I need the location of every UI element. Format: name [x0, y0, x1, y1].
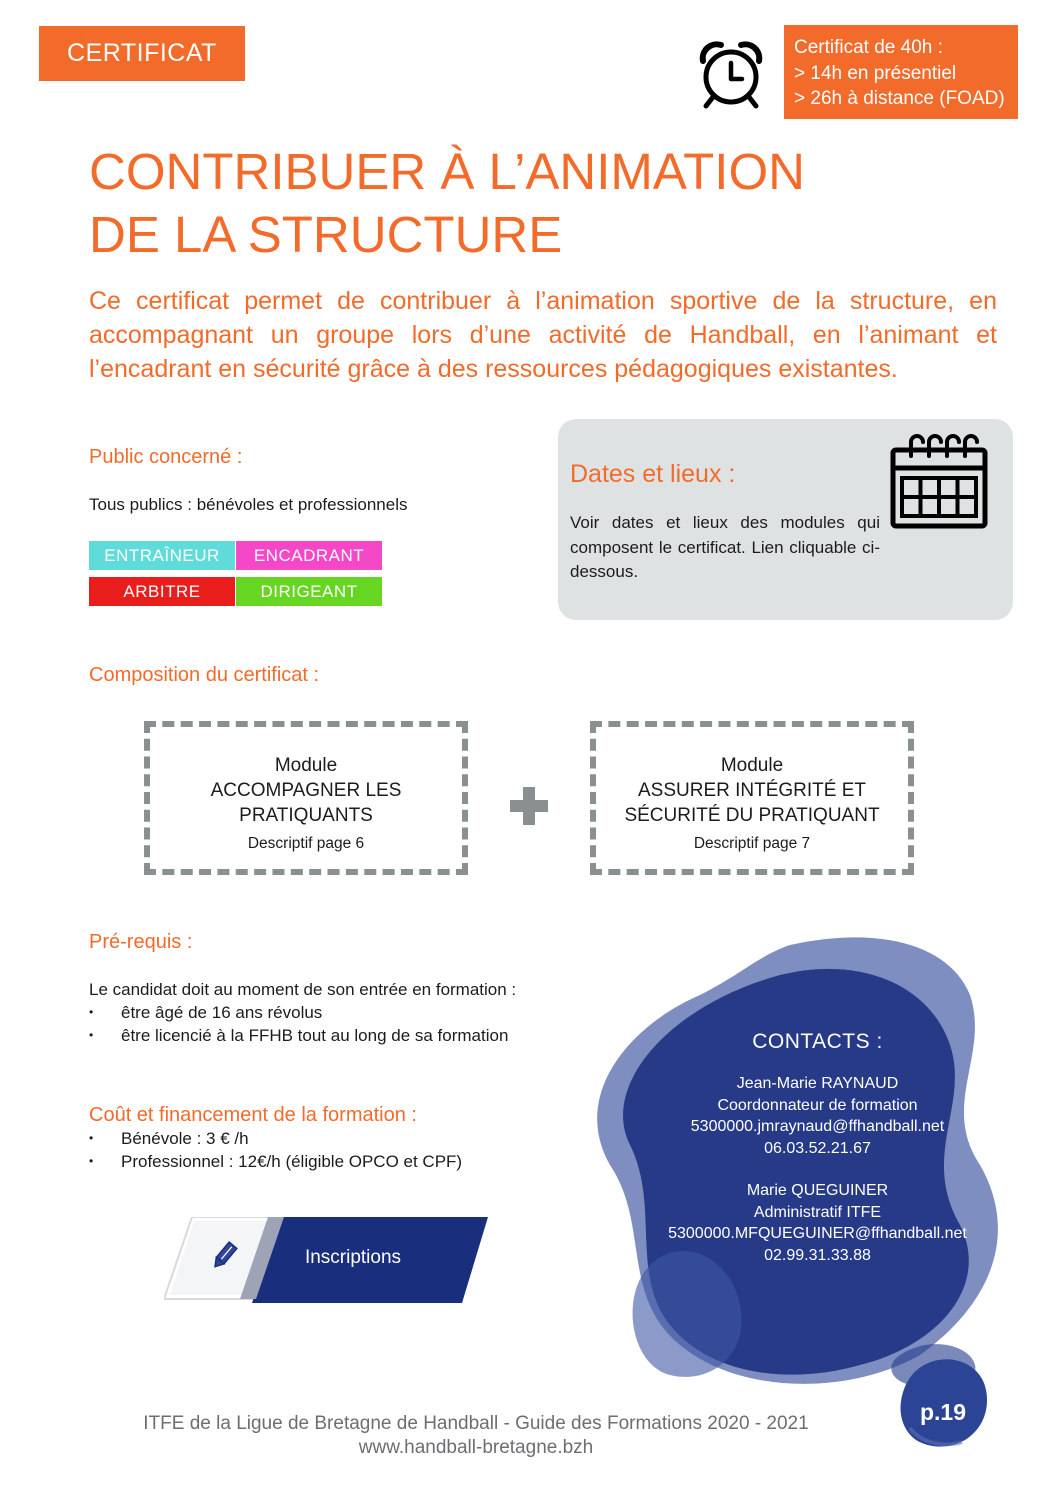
public-heading: Public concerné : [89, 446, 243, 468]
contact-name: Jean-Marie RAYNAUD [736, 1075, 899, 1092]
module-kind: Module [720, 755, 784, 776]
footer [100, 1412, 852, 1460]
module-name-line2: SÉCURITÉ DU PRATIQUANT [624, 805, 880, 826]
list-item: • Bénévole : 3 € /h [89, 1127, 569, 1150]
alarm-clock-icon [697, 39, 765, 109]
page-title-line2: DE LA STRUCTURE [89, 206, 563, 263]
dates-card[interactable] [558, 419, 1013, 620]
prerequis-list [89, 1001, 569, 1047]
module-kind: Module [274, 755, 338, 776]
role-badge-dirigeant: DIRIGEANT [236, 577, 382, 606]
page-number: p.19 [919, 1399, 967, 1425]
inscriptions-label[interactable]: Inscriptions [304, 1247, 402, 1268]
contacts-panel [630, 1027, 1005, 1266]
dates-heading: Dates et lieux : [570, 460, 736, 488]
plus-icon [510, 787, 548, 825]
module-descriptif: Descriptif page 7 [693, 835, 811, 852]
module-card-accompagner[interactable] [144, 721, 468, 875]
dates-text: Voir dates et lieux des modules qui composent le certificat. Lien cliquable ci-dessous. [570, 513, 880, 581]
contact-phone[interactable]: 02.99.31.33.88 [764, 1246, 871, 1264]
contacts-title: CONTACTS : [752, 1030, 883, 1053]
module-name-line1: ASSURER INTÉGRITÉ ET [637, 780, 867, 801]
contact-name: Marie QUEGUINER [746, 1182, 889, 1199]
composition-heading: Composition du certificat : [89, 664, 320, 686]
duration-presentiel: > 14h en présentiel [794, 62, 957, 84]
contact-phone[interactable]: 06.03.52.21.67 [764, 1139, 871, 1157]
calendar-icon [889, 432, 989, 530]
contact-role: Coordonnateur de formation [717, 1096, 918, 1114]
duration-box [784, 25, 1018, 119]
duration-distance: > 26h à distance (FOAD) [794, 88, 1005, 109]
footer-guide: ITFE de la Ligue de Bretagne de Handball - Guide des Formations 2020 - 2021 [143, 1413, 809, 1434]
intro-paragraph: Ce certificat permet de contribuer à l’animation sportive de la structure, en accompagnant un groupe lors d’une activité de Handball, en l’animant et l’encadrant en sécurité grâce à des ressources pédagogiques existantes. [89, 287, 997, 383]
footer-website[interactable]: www.handball-bretagne.bzh [358, 1437, 594, 1458]
contact-role: Administratif ITFE [753, 1203, 882, 1221]
prerequis-block [89, 978, 569, 1047]
role-badge-encadrant: ENCADRANT [236, 541, 382, 570]
list-item: • Professionnel : 12€/h (éligible OPCO et CPF) [89, 1150, 569, 1173]
page-title-line1: CONTRIBUER À L’ANIMATION [89, 143, 805, 200]
module-name-line1: ACCOMPAGNER LES [210, 780, 402, 801]
cout-block [89, 1127, 569, 1173]
duration-total: Certificat de 40h : [794, 37, 943, 58]
module-card-securite[interactable] [590, 721, 914, 875]
pencil-icon [208, 1240, 240, 1272]
list-item: • être licencié à la FFHB tout au long de sa formation [89, 1024, 569, 1047]
prerequis-intro: Le candidat doit au moment de son entrée en formation : [89, 980, 517, 999]
module-name-line2: PRATIQUANTS [239, 805, 373, 826]
role-badge-entraineur: ENTRAÎNEUR [89, 541, 235, 570]
cout-list [89, 1127, 569, 1173]
cout-heading: Coût et financement de la formation : [89, 1104, 417, 1126]
page-title [89, 140, 989, 266]
certificat-tag: CERTIFICAT [39, 26, 245, 81]
public-text: Tous publics : bénévoles et professionnels [89, 495, 408, 514]
module-descriptif: Descriptif page 6 [247, 835, 365, 852]
prerequis-heading: Pré-requis : [89, 931, 193, 953]
role-badge-arbitre: ARBITRE [89, 577, 235, 606]
contact-email[interactable]: 5300000.MFQUEGUINER@ffhandball.net [668, 1225, 967, 1242]
contact-email[interactable]: 5300000.jmraynaud@ffhandball.net [690, 1118, 945, 1135]
list-item: • être âgé de 16 ans révolus [89, 1001, 569, 1024]
